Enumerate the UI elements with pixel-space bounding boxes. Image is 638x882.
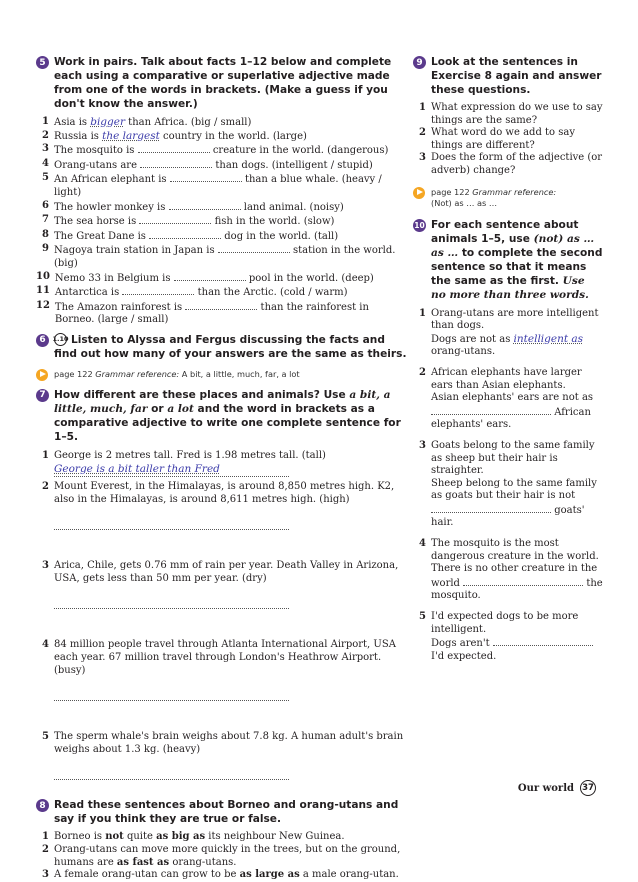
item-number: 2 <box>42 844 49 856</box>
item-text: What expression do we use to say things are the same? <box>431 102 603 126</box>
handwritten-answer[interactable]: bigger <box>90 116 125 128</box>
sentence-end: the mosquito. <box>431 577 603 602</box>
list-item <box>36 831 408 844</box>
item-text: Does the form of the adjective (or adverb) change? <box>431 152 603 176</box>
list-item <box>36 172 408 199</box>
item-suffix: fish in the world. (slow) <box>214 216 335 228</box>
second-sentence <box>431 333 603 359</box>
item-number: 6 <box>42 199 49 211</box>
exercise-8 <box>36 798 408 881</box>
item-number: 2 <box>419 366 426 378</box>
item-number: 3 <box>42 143 49 155</box>
list-item <box>36 158 408 173</box>
grammar-reference-link[interactable] <box>413 187 603 209</box>
exercise-number-badge: 10 <box>414 220 425 230</box>
handwritten-answer[interactable]: the largest <box>102 129 160 142</box>
answer-blank[interactable] <box>431 405 551 415</box>
item-number: 5 <box>419 611 426 623</box>
first-sentence: I'd expected dogs to be more intelligent. <box>431 611 579 635</box>
first-sentence: The mosquito is the most dangerous creature in the world. <box>431 538 599 562</box>
exercise-instructions <box>54 333 408 361</box>
spacer <box>54 780 408 790</box>
item-text <box>54 158 408 173</box>
second-sentence <box>431 392 603 432</box>
item-suffix: dog in the world. (tall) <box>224 230 339 242</box>
list-item <box>36 116 408 130</box>
item-number: 3 <box>419 152 426 164</box>
item-number: 3 <box>419 439 426 451</box>
handwritten-answer[interactable]: intelligent as <box>513 332 584 345</box>
list-item <box>413 440 603 530</box>
item-number: 4 <box>42 639 49 651</box>
item-suffix: pool in the world. (deep) <box>248 272 374 284</box>
item-number: 1 <box>42 831 49 843</box>
list-item <box>36 214 408 229</box>
list-item <box>36 200 408 215</box>
item-prefix: Nagoya train station in Japan is <box>54 245 215 257</box>
item-prompt: George is 2 metres tall. Fred is 1.98 metres tall. (tall) <box>54 449 326 461</box>
item-text <box>431 308 603 359</box>
item-suffix: than Africa. (big / small) <box>128 117 252 128</box>
item-number: 5 <box>42 172 49 184</box>
right-column <box>413 55 603 663</box>
item-text <box>54 130 408 144</box>
ex10-title-italic-2: Use no more than three words. <box>431 274 589 301</box>
item-number: 3 <box>42 560 49 572</box>
item-suffix: than the rainforest in Borneo. (large / small) <box>54 301 369 326</box>
exercise-instructions <box>431 218 603 302</box>
grammar-page: page 122 <box>54 369 93 380</box>
item-number: 12 <box>36 299 50 311</box>
item-number: 3 <box>42 869 49 881</box>
answer-blank[interactable] <box>140 158 212 168</box>
second-sentence <box>431 478 603 530</box>
exercise-number-badge: 8 <box>36 799 49 812</box>
text-part: quite <box>123 831 157 843</box>
exercise-10 <box>413 218 603 664</box>
item-number: 11 <box>36 285 50 297</box>
exercise-instructions: Read these sentences about Borneo and orang-utans and say if you think they are true or false. <box>54 799 399 826</box>
left-column <box>36 55 408 882</box>
text-part: orang-utans. <box>169 856 237 868</box>
list-item <box>36 300 408 327</box>
item-text <box>55 300 408 327</box>
spacer <box>54 701 408 727</box>
item-text <box>54 869 408 882</box>
second-sentence <box>431 563 603 603</box>
list-item <box>36 731 408 790</box>
item-number: 4 <box>419 538 426 550</box>
exercise-number-badge: 7 <box>36 389 49 402</box>
item-text <box>431 367 603 432</box>
item-text <box>54 450 408 477</box>
list-item <box>413 538 603 603</box>
list-item <box>413 102 603 127</box>
item-prefix: An African elephant is <box>54 174 167 186</box>
item-number: 1 <box>419 307 426 319</box>
item-text <box>54 560 408 635</box>
ex7-title-c: and the word in brackets as a comparative adjective to write one complete sentence for 1–5. <box>54 402 401 443</box>
item-text <box>54 731 408 790</box>
unit-title: Our world <box>517 782 574 794</box>
text-part: Borneo is <box>54 831 106 843</box>
answer-line[interactable] <box>54 689 289 701</box>
item-number: 2 <box>42 481 49 493</box>
sentence-start: Asian elephants' ears are not as <box>431 392 594 404</box>
item-number: 9 <box>42 243 49 255</box>
answer-line[interactable] <box>54 597 289 609</box>
item-number: 8 <box>42 228 49 240</box>
item-number: 7 <box>42 214 49 226</box>
list-item <box>413 611 603 663</box>
ex7-title-a: How different are these places and animals? Use <box>54 388 350 401</box>
audio-track-icon: 1.10 <box>54 333 67 346</box>
ex7-title-b: or <box>147 402 168 415</box>
exercise-9 <box>413 55 603 178</box>
sentence-start: Dogs are not as <box>431 333 511 345</box>
first-sentence: Goats belong to the same family as sheep but their hair is straighter. <box>431 439 595 477</box>
exercise-7-items <box>36 450 408 791</box>
item-prefix: The howler monkey is <box>54 201 166 213</box>
first-sentence: African elephants have larger ears than Asian elephants. <box>431 366 582 391</box>
sentence-start: Dogs aren't <box>431 638 490 650</box>
item-text <box>54 116 408 130</box>
exercise-10-items <box>413 308 603 664</box>
item-text: What word do we add to say things are different? <box>431 127 575 151</box>
item-prefix: Nemo 33 in Belgium is <box>54 272 171 284</box>
answer-blank[interactable] <box>218 243 290 253</box>
item-text <box>54 200 408 215</box>
list-item <box>36 869 408 882</box>
exercise-5-items <box>36 116 408 327</box>
list-item <box>36 481 408 556</box>
item-suffix: creature in the world. (dangerous) <box>212 145 389 157</box>
exercise-number-badge: 6 <box>36 334 49 347</box>
item-text <box>54 172 408 199</box>
sentence-end: orang-utans. <box>431 346 496 358</box>
item-text <box>431 538 603 603</box>
item-prompt: The sperm whale's brain weighs about 7.8 kg. A human adult's brain weighs about 1.3 kg. (heavy) <box>54 731 404 755</box>
item-number: 5 <box>42 731 49 743</box>
grammar-topic: A bit, a little, much, far, a lot <box>181 369 300 380</box>
first-sentence: Orang-utans are more intelligent than dogs. <box>431 307 599 332</box>
item-suffix: land animal. (noisy) <box>243 201 344 213</box>
sentence-start: There is no other creature in the world <box>431 563 598 589</box>
play-arrow-icon <box>36 369 48 381</box>
answer-blank[interactable] <box>185 300 257 310</box>
sentence-end: goats' hair. <box>431 504 585 529</box>
item-text <box>54 844 408 869</box>
exercise-6-title: Listen to Alyssa and Fergus discussing the facts and find out how many of your answers are the same as theirs. <box>54 333 407 360</box>
answer-blank[interactable] <box>122 285 194 295</box>
exercise-instructions <box>54 388 408 444</box>
item-prefix: Orang-utans are <box>54 159 137 171</box>
item-suffix: country in the world. (large) <box>163 130 307 142</box>
list-item <box>36 143 408 158</box>
exercise-8-items <box>36 831 408 881</box>
list-item <box>36 560 408 635</box>
play-arrow-icon <box>413 187 425 199</box>
list-item <box>36 639 408 727</box>
item-text <box>54 639 408 727</box>
item-prefix: Asia is <box>54 117 88 128</box>
item-text <box>54 143 408 158</box>
list-item <box>36 130 408 144</box>
item-text <box>55 271 408 286</box>
answer-blank[interactable] <box>138 143 210 153</box>
item-text <box>431 440 603 530</box>
grammar-topic: (Not) as … as … <box>431 197 498 208</box>
list-item <box>36 844 408 869</box>
item-prefix: The sea horse is <box>54 216 137 228</box>
second-sentence <box>431 636 603 663</box>
list-item <box>413 367 603 432</box>
answer-blank[interactable] <box>139 214 211 224</box>
text-part: its neighbour New Guinea. <box>205 831 345 843</box>
item-prefix: The Amazon rainforest is <box>54 301 183 313</box>
item-text <box>54 243 408 270</box>
item-text <box>54 481 408 556</box>
grammar-ref-label: Grammar reference: <box>95 369 180 380</box>
answer-line[interactable] <box>54 768 289 780</box>
answer-blank[interactable] <box>174 271 246 281</box>
item-suffix: than a blue whale. (heavy / light) <box>54 174 382 198</box>
answer-blank[interactable] <box>170 172 242 182</box>
ex10-title-a: For each sentence about animals 1–5, use <box>431 218 579 245</box>
handwritten-answer: George is a bit taller than Fred <box>54 462 220 475</box>
item-prompt: Mount Everest, in the Himalayas, is around 8,850 metres high. K2, also in the Himalayas, is around 8,611 metres high. (high) <box>54 481 395 505</box>
list-item <box>36 229 408 244</box>
item-prompt: 84 million people travel through Atlanta International Airport, USA each year. 67 million travel through London's Heathrow Airport. (busy) <box>54 639 396 676</box>
page-footer <box>518 780 596 796</box>
answer-blank[interactable] <box>149 229 221 239</box>
text-part: Orang-utans can move more quickly in the trees, but on the ground, humans are <box>54 844 401 868</box>
exercise-6 <box>36 333 408 361</box>
answer-line[interactable] <box>54 463 289 478</box>
item-suffix: than the Arctic. (cold / warm) <box>197 287 348 299</box>
item-number: 10 <box>36 270 50 282</box>
answer-blank[interactable] <box>463 576 583 586</box>
answer-line[interactable] <box>54 518 289 530</box>
exercise-9-items <box>413 102 603 178</box>
item-text <box>431 611 603 663</box>
exercise-instructions: Work in pairs. Talk about facts 1–12 below and complete each using a comparative or superlative adjective made from one of the words in brackets. (Make a guess if you don't know the answer.) <box>54 56 392 110</box>
sentence-end: I'd expected. <box>431 650 497 662</box>
item-number: 2 <box>419 127 426 139</box>
list-item <box>36 285 408 300</box>
ex7-title-italic-1: a bit, a little, much, far <box>54 388 391 415</box>
exercise-number-badge: 9 <box>413 56 426 69</box>
sentence-end: African elephants' ears. <box>431 406 591 431</box>
item-text <box>54 229 408 244</box>
bold-phrase: as large as <box>239 869 300 881</box>
item-number: 1 <box>42 449 49 461</box>
exercise-7 <box>36 388 408 791</box>
answer-blank[interactable] <box>493 636 593 646</box>
item-text <box>54 214 408 229</box>
exercise-instructions: Look at the sentences in Exercise 8 again and answer these questions. <box>431 56 602 96</box>
item-suffix: station in the world. (big) <box>54 245 396 269</box>
item-prefix: Antarctica is <box>54 287 120 299</box>
spacer <box>54 609 408 635</box>
item-number: 4 <box>42 157 49 169</box>
ex7-title-italic-2: a lot <box>167 402 194 415</box>
bold-phrase: not <box>105 831 124 843</box>
item-prefix: The Great Dane is <box>54 230 146 242</box>
item-prompt: Arica, Chile, gets 0.76 mm of rain per year. Death Valley in Arizona, USA, gets less than 50 mm per year. (dry) <box>54 560 399 584</box>
ex10-title-italic-1: (not) as … as … <box>431 232 595 259</box>
grammar-ref-label: Grammar reference: <box>472 186 557 197</box>
item-number: 1 <box>419 102 426 113</box>
list-item <box>36 243 408 270</box>
answer-blank[interactable] <box>431 503 551 513</box>
list-item <box>413 152 603 177</box>
list-item <box>413 127 603 152</box>
list-item <box>36 450 408 477</box>
list-item <box>36 271 408 286</box>
item-prefix: The mosquito is <box>54 145 135 157</box>
item-prefix: Russia is <box>54 130 99 142</box>
list-item <box>413 308 603 359</box>
item-suffix: than dogs. (intelligent / stupid) <box>215 159 373 171</box>
item-text <box>55 285 408 300</box>
item-number: 1 <box>42 116 49 127</box>
sentence-start: Sheep belong to the same family as goats but their hair is not <box>431 477 597 502</box>
spacer <box>54 530 408 556</box>
ex10-title-b: to complete the second sentence so that it means the same as the first. <box>431 246 603 287</box>
text-part: a male orang-utan. <box>299 869 399 881</box>
item-text <box>54 831 408 844</box>
grammar-page: page 122 <box>431 186 470 197</box>
exercise-5 <box>36 55 408 327</box>
exercise-number-badge: 5 <box>36 56 49 69</box>
text-part: A female orang-utan can grow to be <box>54 869 240 881</box>
bold-phrase: as fast as <box>116 856 170 868</box>
page-number: 37 <box>580 780 596 796</box>
answer-blank[interactable] <box>169 200 241 210</box>
bold-phrase: as big as <box>156 831 206 843</box>
item-number: 2 <box>42 129 49 141</box>
grammar-reference-link[interactable] <box>36 369 408 381</box>
